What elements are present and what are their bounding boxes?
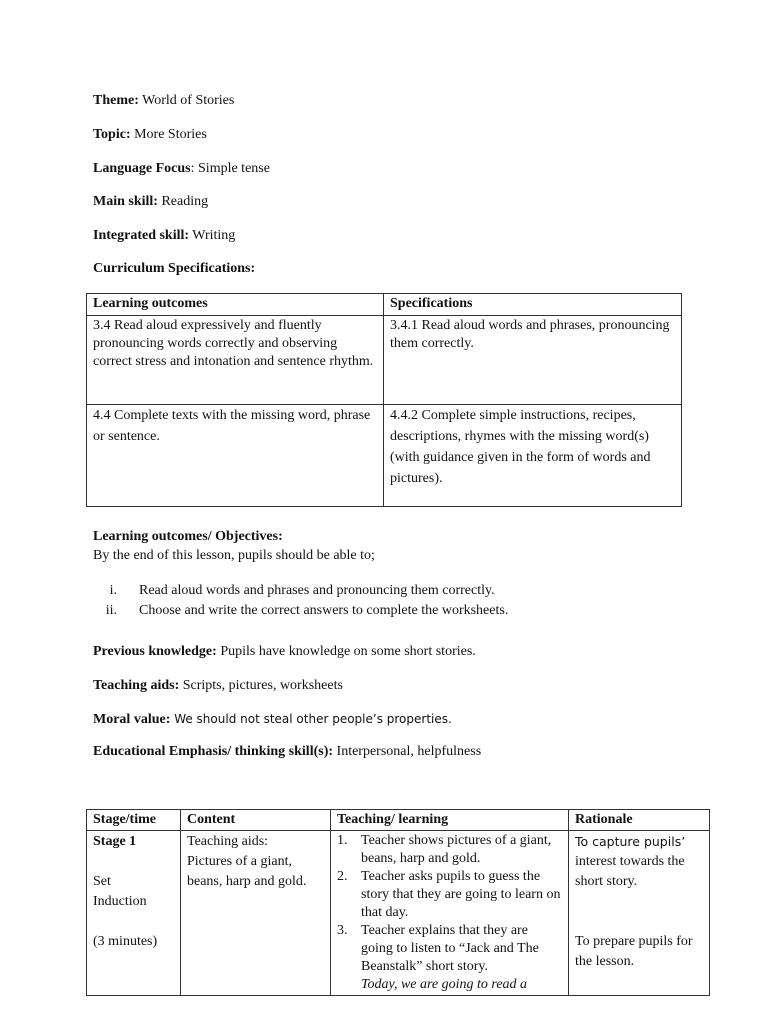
stage-name-line2: Induction [93, 894, 147, 909]
topic-value: More Stories [130, 127, 207, 142]
spec-cell-outcome: 3.4 Read aloud expressively and fluently pronouncing words correctly and observing correct stress and intonation and sentence rhythm. [87, 316, 384, 405]
stage-name-line1: Set [93, 874, 111, 889]
teaching-step [337, 868, 562, 922]
spec-header-learning-outcomes: Learning outcomes [87, 294, 384, 316]
teaching-italic-line: Today, we are going to read a [361, 977, 528, 992]
lesson-header-stage-time: Stage/time [87, 810, 181, 831]
moral-value-line [93, 710, 452, 729]
step-text: Teacher asks pupils to guess the story that they are going to learn on that day. [361, 869, 561, 920]
teaching-step [337, 832, 562, 868]
step-number: 3. [337, 923, 348, 938]
content-line: Teaching aids: [187, 834, 269, 849]
topic-label: Topic: [93, 127, 131, 142]
theme-value: World of Stories [138, 93, 235, 108]
stage-cell [87, 831, 181, 996]
stage-title: Stage 1 [93, 834, 137, 849]
spec-cell-specification: 4.4.2 Complete simple instructions, recipes, descriptions, rhymes with the missing word(s) (with guidance given in the form of words and pictures). [384, 405, 682, 507]
rationale-cell [569, 831, 710, 996]
spec-table-row [87, 316, 682, 405]
teaching-aids-label: Teaching aids: [93, 678, 180, 693]
curriculum-spec-table [86, 293, 682, 507]
curriculum-heading-text: Curriculum Specifications: [93, 261, 256, 276]
step-number: 1. [337, 833, 348, 848]
educational-emphasis-label: Educational Emphasis/ thinking skill(s): [93, 744, 334, 759]
integrated-skill-label: Integrated skill: [93, 228, 190, 243]
objective-number: ii. [105, 603, 117, 618]
content-line: Pictures of a giant, [187, 854, 292, 869]
moral-value-label: Moral value: [93, 712, 171, 727]
step-number: 2. [337, 869, 348, 884]
objective-text: Choose and write the correct answers to complete the worksheets. [139, 603, 509, 618]
teaching-steps-list [337, 832, 562, 976]
main-skill-value: Reading [157, 194, 209, 209]
educational-emphasis-line [93, 743, 481, 761]
integrated-skill-line [93, 227, 235, 245]
step-text: Teacher shows pictures of a giant, beans, harp and gold. [361, 833, 552, 866]
spec-header-specifications: Specifications [384, 294, 682, 316]
content-line: beans, harp and gold. [187, 874, 307, 889]
moral-value-value: We should not steal other people’s properties. [170, 712, 452, 726]
objectives-heading [93, 528, 283, 546]
rationale-second: To prepare pupils for the lesson. [575, 934, 693, 969]
spec-cell-specification: 3.4.1 Read aloud words and phrases, pronouncing them correctly. [384, 316, 682, 405]
stage-time: (3 minutes) [93, 934, 158, 949]
topic-line [93, 126, 207, 144]
lesson-header-teaching-learning: Teaching/ learning [331, 810, 569, 831]
step-text: Teacher explains that they are going to listen to “Jack and The Beanstalk” short story. [361, 923, 539, 974]
previous-knowledge-line [93, 643, 476, 661]
teaching-aids-line [93, 677, 343, 695]
lesson-plan-table [86, 809, 710, 996]
previous-knowledge-value: Pupils have knowledge on some short stories. [216, 644, 476, 659]
theme-label: Theme: [93, 93, 139, 108]
theme-line [93, 92, 234, 110]
rationale-first-rest: interest towards the short story. [575, 854, 685, 889]
lesson-table-header-row [87, 810, 710, 831]
rationale-first-line: To capture pupils’ [575, 834, 686, 849]
objectives-intro: By the end of this lesson, pupils should be able to; [93, 548, 375, 563]
language-focus-value: : Simple tense [190, 161, 270, 176]
lesson-table-row [87, 831, 710, 996]
educational-emphasis-value: Interpersonal, helpfulness [333, 744, 482, 759]
main-skill-line [93, 193, 208, 211]
spec-table-header-row [87, 294, 682, 316]
objective-number: i. [109, 583, 117, 598]
main-skill-label: Main skill: [93, 194, 158, 209]
objectives-heading-text: Learning outcomes/ Objectives: [93, 529, 283, 544]
language-focus-line [93, 160, 270, 178]
spec-table-row [87, 405, 682, 507]
teaching-learning-cell [331, 831, 569, 996]
spec-cell-outcome: 4.4 Complete texts with the missing word, phrase or sentence. [87, 405, 384, 507]
content-cell [181, 831, 331, 996]
language-focus-label: Language Focus [93, 161, 191, 176]
previous-knowledge-label: Previous knowledge: [93, 644, 217, 659]
lesson-header-rationale: Rationale [569, 810, 710, 831]
curriculum-heading [93, 260, 255, 278]
teaching-step [337, 922, 562, 976]
teaching-aids-value: Scripts, pictures, worksheets [179, 678, 343, 693]
lesson-header-content: Content [181, 810, 331, 831]
integrated-skill-value: Writing [189, 228, 236, 243]
objective-text: Read aloud words and phrases and pronouncing them correctly. [139, 583, 495, 598]
